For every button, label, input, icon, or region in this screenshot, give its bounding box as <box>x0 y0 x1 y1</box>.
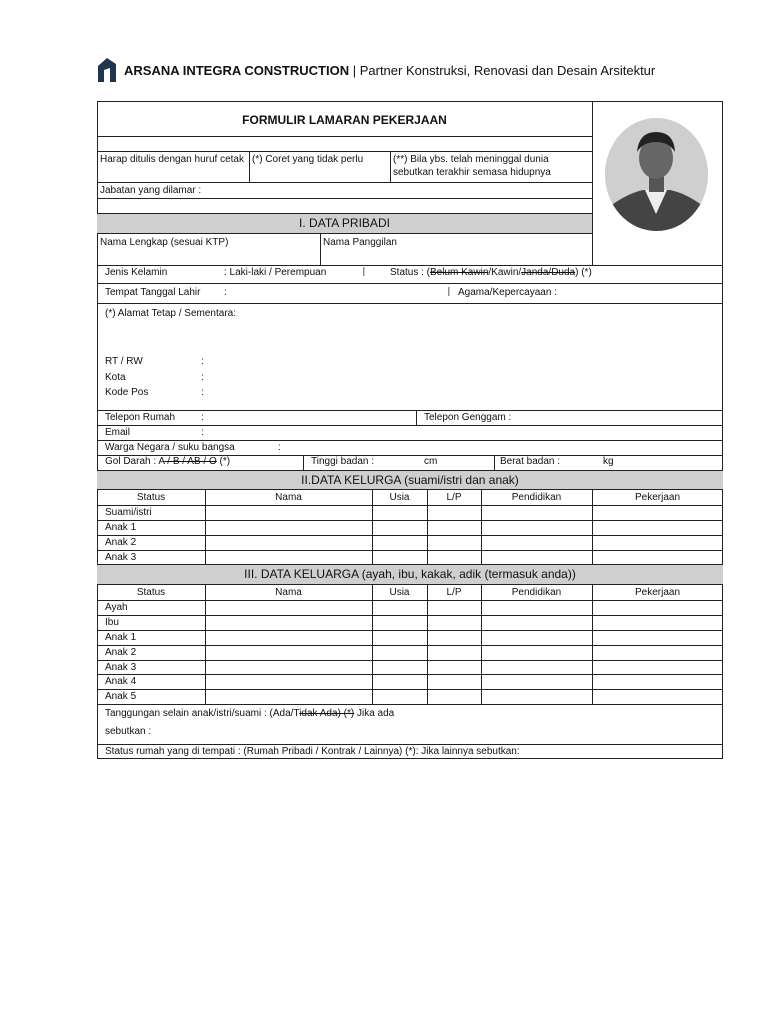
section-personal-heading: I. DATA PRIBADI <box>97 213 592 234</box>
table-cell[interactable] <box>428 536 480 549</box>
column-header: L/P <box>446 492 462 503</box>
table-cell[interactable] <box>428 551 480 564</box>
table-cell[interactable] <box>373 506 426 519</box>
table-cell[interactable] <box>482 536 591 549</box>
housing-status-field[interactable]: Status rumah yang di tempati : (Rumah Pribadi / Kontrak / Lainnya) (*): Jika lainnya sebutkan: <box>105 746 520 757</box>
dependents-field[interactable]: Tanggungan selain anak/istri/suami : (Ada/Tidak Ada) (*) Jika ada <box>105 708 395 719</box>
rt-rw-colon: : <box>201 356 204 367</box>
marital-status-field[interactable]: Status : (Belum Kawin/Kawin/Janda/Duda) (*) <box>390 267 592 278</box>
table-row-label: Anak 1 <box>105 522 137 533</box>
table-cell[interactable] <box>373 690 426 703</box>
table-cell[interactable] <box>482 616 591 629</box>
table-cell[interactable] <box>206 551 371 564</box>
table-cell[interactable] <box>593 551 722 564</box>
section-family-spouse-heading: II.DATA KELURGA (suami/istri dan anak) <box>97 470 723 490</box>
table-cell[interactable] <box>373 616 426 629</box>
weight-unit: kg <box>603 456 614 467</box>
weight-label: Berat badan : <box>500 456 561 467</box>
table-cell[interactable] <box>593 616 722 629</box>
table-row-label: Anak 4 <box>105 676 137 688</box>
table-cell[interactable] <box>593 601 722 614</box>
table-cell[interactable] <box>593 506 722 519</box>
table-row-label: Anak 3 <box>105 661 137 673</box>
note-strike: (*) Coret yang tidak perlu <box>252 154 364 165</box>
note-print: Harap ditulis dengan huruf cetak <box>100 154 244 165</box>
column-header: Usia <box>389 587 410 598</box>
citizenship-colon: : <box>278 442 281 453</box>
table-cell[interactable] <box>482 551 591 564</box>
table-row-label: Anak 5 <box>105 691 137 703</box>
height-unit: cm <box>424 456 438 467</box>
column-header: L/P <box>446 587 462 598</box>
table-cell[interactable] <box>593 646 722 659</box>
table-cell[interactable] <box>482 646 591 659</box>
form-title: FORMULIR LAMARAN PEKERJAAN <box>242 113 447 127</box>
column-header: Nama <box>275 587 302 598</box>
table-cell[interactable] <box>206 646 371 659</box>
header-title <box>124 63 655 78</box>
blood-type-field[interactable]: Gol Darah : A / B / AB / O (*) <box>105 456 231 467</box>
table-cell[interactable] <box>206 536 371 549</box>
table-cell[interactable] <box>428 616 480 629</box>
table-cell[interactable] <box>428 675 480 688</box>
table-row-label: Ayah <box>105 601 128 613</box>
table-row-label: Anak 2 <box>105 537 137 548</box>
rt-rw-label: RT / RW <box>105 356 143 367</box>
table-row-label: Anak 2 <box>105 646 137 658</box>
table-cell[interactable] <box>428 506 480 519</box>
table-cell[interactable] <box>428 690 480 703</box>
table-cell[interactable] <box>373 521 426 534</box>
dependents-details-label: sebutkan : <box>105 726 152 737</box>
cursor-mark-icon: I <box>447 284 451 299</box>
table-cell[interactable] <box>206 521 371 534</box>
table-row-label: Anak 3 <box>105 552 137 563</box>
applicant-photo <box>605 118 708 231</box>
column-header: Pendidikan <box>511 492 562 503</box>
table-cell[interactable] <box>206 506 371 519</box>
person-photo-icon <box>605 118 708 231</box>
table-cell[interactable] <box>482 601 591 614</box>
column-header: Nama <box>275 492 302 503</box>
table-cell[interactable] <box>373 675 426 688</box>
table-cell[interactable] <box>373 661 426 674</box>
zip-label: Kode Pos <box>105 387 149 398</box>
column-header: Status <box>136 492 166 503</box>
column-header: Usia <box>389 492 410 503</box>
column-header: Status <box>136 587 166 598</box>
cursor-mark-icon: I <box>362 264 366 279</box>
note-deceased-1: (**) Bila ybs. telah meninggal dunia <box>393 154 549 165</box>
zip-colon: : <box>201 387 204 398</box>
table-cell[interactable] <box>482 521 591 534</box>
mobile-phone-field[interactable]: Telepon Genggam : <box>424 412 512 423</box>
city-label: Kota <box>105 372 126 383</box>
full-name-field[interactable]: Nama Lengkap (sesuai KTP) <box>100 237 229 248</box>
table-cell[interactable] <box>482 675 591 688</box>
position-field[interactable]: Jabatan yang dilamar : <box>100 185 202 196</box>
section-family-parents-heading: III. DATA KELUARGA (ayah, ibu, kakak, adik (termasuk anda)) <box>97 564 723 585</box>
column-header: Pendidikan <box>511 587 562 598</box>
email-label: Email <box>105 427 131 438</box>
note-deceased-2: sebutkan terakhir semasa hidupnya <box>393 167 551 178</box>
home-phone-colon: : <box>201 412 204 423</box>
table-cell[interactable] <box>428 631 480 644</box>
religion-field[interactable]: Agama/Kepercayaan : <box>458 287 557 298</box>
table-cell[interactable] <box>206 601 371 614</box>
column-header: Pekerjaan <box>634 587 681 598</box>
table-cell[interactable] <box>593 690 722 703</box>
table-cell[interactable] <box>593 521 722 534</box>
birth-place-date-label: Tempat Tanggal Lahir <box>105 287 201 298</box>
company-name: ARSANA INTEGRA CONSTRUCTION <box>124 63 350 78</box>
address-field[interactable]: (*) Alamat Tetap / Sementara: <box>105 308 236 319</box>
email-colon: : <box>201 427 204 438</box>
table-cell[interactable] <box>593 675 722 688</box>
table-row-label: Ibu <box>105 616 119 628</box>
table-cell[interactable] <box>373 536 426 549</box>
table-cell[interactable] <box>373 551 426 564</box>
column-header: Pekerjaan <box>634 492 681 503</box>
gender-options[interactable]: : Laki-laki / Perempuan <box>224 267 327 278</box>
height-label: Tinggi badan : <box>311 456 375 467</box>
gender-label: Jenis Kelamin <box>105 267 168 278</box>
table-cell[interactable] <box>593 631 722 644</box>
table-cell[interactable] <box>373 646 426 659</box>
table-cell[interactable] <box>482 506 591 519</box>
table-cell[interactable] <box>206 631 371 644</box>
table-cell[interactable] <box>593 661 722 674</box>
home-phone-label: Telepon Rumah <box>105 412 176 423</box>
table-cell[interactable] <box>482 661 591 674</box>
table-cell[interactable] <box>593 536 722 549</box>
table-cell[interactable] <box>428 521 480 534</box>
company-logo-icon <box>96 56 118 84</box>
nickname-field[interactable]: Nama Panggilan <box>323 237 397 248</box>
table-cell[interactable] <box>428 661 480 674</box>
table-cell[interactable] <box>373 631 426 644</box>
table-cell[interactable] <box>206 616 371 629</box>
birth-colon: : <box>224 287 227 298</box>
table-cell[interactable] <box>373 601 426 614</box>
table-cell[interactable] <box>206 675 371 688</box>
table-cell[interactable] <box>428 601 480 614</box>
table-cell[interactable] <box>482 631 591 644</box>
table-row-label: Suami/istri <box>105 507 152 518</box>
table-cell[interactable] <box>428 646 480 659</box>
company-tagline: | Partner Konstruksi, Renovasi dan Desain Arsitektur <box>352 63 656 78</box>
city-colon: : <box>201 372 204 383</box>
table-cell[interactable] <box>482 690 591 703</box>
table-cell[interactable] <box>206 661 371 674</box>
table-row-label: Anak 1 <box>105 631 137 643</box>
table-cell[interactable] <box>206 690 371 703</box>
citizenship-label: Warga Negara / suku bangsa <box>105 442 235 453</box>
